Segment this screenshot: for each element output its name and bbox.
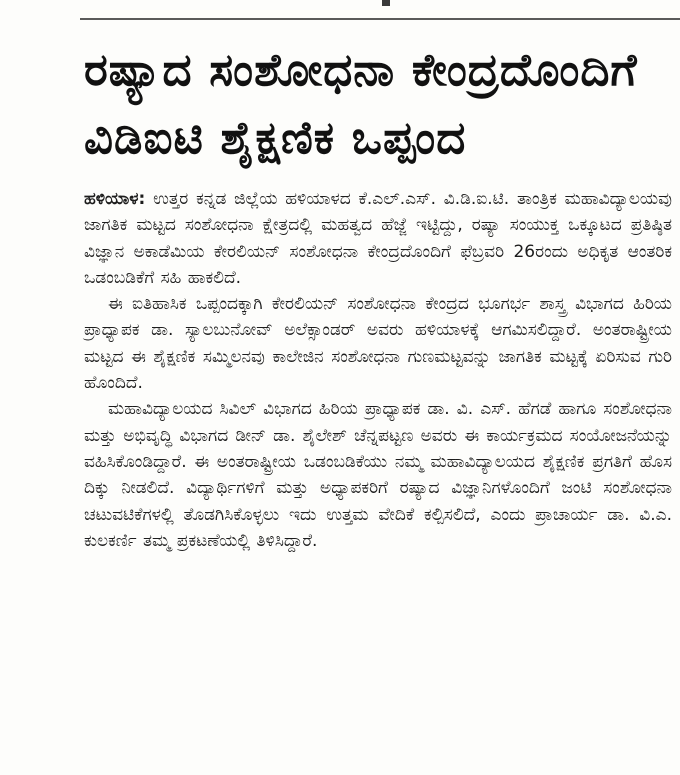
cropped-text-fragment bbox=[382, 0, 390, 6]
paragraph-3: ಮಹಾವಿದ್ಯಾಲಯದ ಸಿವಿಲ್ ವಿಭಾಗದ ಹಿರಿಯ ಪ್ರಾಧ್ಯಾಪಕ ಡಾ. ವಿ. ಎಸ್. ಹೆಗಡೆ ಹಾಗೂ ಸಂಶೋಧನಾ ಮತ್ತು ಅಭಿವೃದ್ಧಿ ವಿಭಾಗದ ಡೀನ್ ಡಾ. ಶೈಲೇಶ್ ಚೆನ್ನಪಟ್ಟಣ ಅವರು ಈ ಕಾರ್ಯಕ್ರಮದ ಸಂಯೋಜನೆಯನ್ನು ವಹಿಸಿಕೊಂಡಿದ್ದಾರೆ. ಈ ಅಂತರಾಷ್ಟ್ರೀಯ ಒಡಂಬಡಿಕೆಯು ನಮ್ಮ ಮಹಾವಿದ್ಯಾಲಯದ ಶೈಕ್ಷಣಿಕ ಪ್ರಗತಿಗೆ ಹೊಸ ದಿಕ್ಕು ನೀಡಲಿದೆ. ವಿದ್ಯಾರ್ಥಿಗಳಿಗೆ ಮತ್ತು ಅಧ್ಯಾಪಕರಿಗೆ ರಷ್ಯಾದ ವಿಜ್ಞಾನಿಗಳೊಂದಿಗೆ ಜಂಟಿ ಸಂಶೋಧನಾ ಚಟುವಟಿಕೆಗಳಲ್ಲಿ ತೊಡಗಿಸಿಕೊಳ್ಳಲು ಇದು ಉತ್ತಮ ವೇದಿಕೆ ಕಲ್ಪಿಸಲಿದೆ, ಎಂದು ಪ್ರಾಚಾರ್ಯ ಡಾ. ವಿ.ಎ. ಕುಲಕರ್ಣಿ ತಮ್ಮ ಪ್ರಕಟಣೆಯಲ್ಲಿ ತಿಳಿಸಿದ್ದಾರೆ. bbox=[84, 399, 672, 551]
headline-line-1: ರಷ್ಯಾದ ಸಂಶೋಧನಾ ಕೇಂದ್ರದೊಂದಿಗೆ bbox=[84, 43, 638, 96]
article-body bbox=[84, 186, 672, 554]
headline-line-2: ವಿಡಿಐಟಿ ಶೈಕ್ಷಣಿಕ ಒಪ್ಪಂದ bbox=[84, 111, 467, 164]
column-divider-rule bbox=[80, 18, 680, 20]
article-headline bbox=[84, 36, 678, 172]
paragraph-1-text: ಉತ್ತರ ಕನ್ನಡ ಜಿಲ್ಲೆಯ ಹಳಿಯಾಳದ ಕೆ.ಎಲ್.ಎಸ್. ವಿ.ಡಿ.ಐ.ಟಿ. ತಾಂತ್ರಿಕ ಮಹಾವಿದ್ಯಾಲಯವು ಜಾಗತಿಕ ಮಟ್ಟದ ಸಂಶೋಧನಾ ಕ್ಷೇತ್ರದಲ್ಲಿ ಮಹತ್ವದ ಹೆಜ್ಜೆ ಇಟ್ಟಿದ್ದು, ರಷ್ಯಾ ಸಂಯುಕ್ತ ಒಕ್ಕೂಟದ ಪ್ರತಿಷ್ಠಿತ ವಿಜ್ಞಾನ ಅಕಾಡೆಮಿಯ ಕೇರಲಿಯನ್ ಸಂಶೋಧನಾ ಕೇಂದ್ರದೊಂದಿಗೆ ಫೆಬ್ರವರಿ 26ರಂದು ಅಧಿಕೃತ ಆಂತರಿಕ ಒಡಂಬಡಿಕೆಗೆ ಸಹಿ ಹಾಕಲಿದೆ. bbox=[84, 189, 672, 288]
paragraph-1 bbox=[84, 186, 672, 291]
paragraph-2: ಈ ಐತಿಹಾಸಿಕ ಒಪ್ಪಂದಕ್ಕಾಗಿ ಕೇರಲಿಯನ್ ಸಂಶೋಧನಾ ಕೇಂದ್ರದ ಭೂಗರ್ಭ ಶಾಸ್ತ್ರ ವಿಭಾಗದ ಹಿರಿಯ ಪ್ರಾಧ್ಯಾಪಕ ಡಾ. ಸ್ಯಾಲಬುನೋವ್ ಅಲೆಕ್ಸಾಂಡರ್ ಅವರು ಹಳಿಯಾಳಕ್ಕೆ ಆಗಮಿಸಲಿದ್ದಾರೆ. ಅಂತರಾಷ್ಟ್ರೀಯ ಮಟ್ಟದ ಈ ಶೈಕ್ಷಣಿಕ ಸಮ್ಮಿಲನವು ಕಾಲೇಜಿನ ಸಂಶೋಧನಾ ಗುಣಮಟ್ಟವನ್ನು ಜಾಗತಿಕ ಮಟ್ಟಕ್ಕೆ ಏರಿಸುವ ಗುರಿ ಹೊಂದಿದೆ. bbox=[84, 294, 672, 394]
dateline: ಹಳಿಯಾಳ: bbox=[84, 189, 146, 209]
